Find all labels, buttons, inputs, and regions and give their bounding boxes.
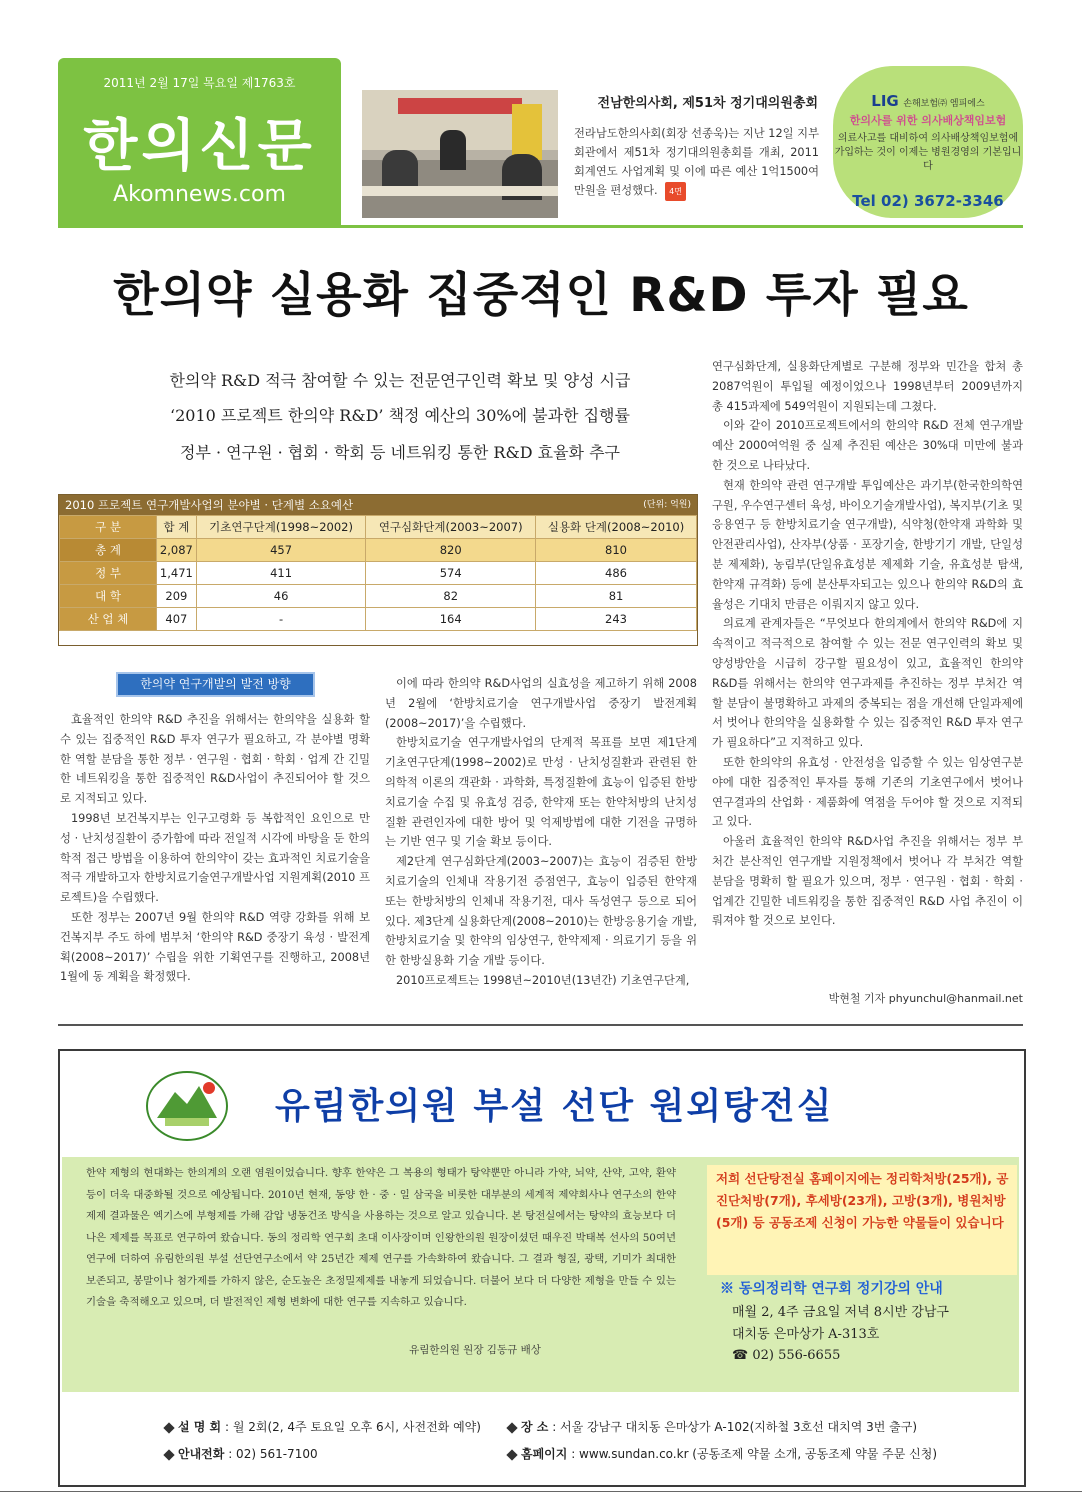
table-cell: 164	[366, 608, 536, 631]
subheadline-1: 한의약 R&D 적극 참여할 수 있는 전문연구인력 확보 및 양성 시급	[169, 371, 631, 390]
table-cell: 46	[196, 585, 366, 608]
ad-phone: Tel 02) 3672-3346	[852, 192, 1004, 210]
lecture-notice	[732, 1302, 1012, 1367]
paragraph: 또한 정부는 2007년 9월 한의약 R&D 역량 강화를 위해 보건복지부 주도 하에 범부처 ‘한의약 R&D 중장기 육성 · 발전계획(2008~2017)’ 수립을 위한 기획연구를 진행하고, 2008년 1월에 동 계획을 확정했다.	[60, 910, 370, 984]
info-label: 설 명 회	[178, 1420, 222, 1434]
paragraph: 현재 한의약 관련 연구개발 투입예산은 과기부(한국한의학연구원, 우수연구센터 육성, 바이오기술개발사업), 복지부(기초 및 응용연구 등 한방치료기술 연구개발), 식약청(한약재 과학화 및 안전관리사업), 산자부(상품 · 포장기술, 한방기기 개발, 단일성분 제제화), 농림부(단일유효성분 제제화 기술, 유효성분 탐색, 한약재 규격화) 등에 분산투자되고는 있으나 한의약 R&D의 효율성은 기대치 만큼은 이뤄지지 않고 있다.	[712, 478, 1023, 611]
ad-title: 유림한의원 부설 선단 원외탕전실	[275, 1086, 834, 1127]
bullet-icon	[163, 1422, 174, 1433]
notice-line: 대치동 은마상가 A-313호	[732, 1326, 880, 1342]
main-headline: 한의약 실용화 집중적인 R&D 투자 필요	[113, 268, 969, 323]
ad-divider	[58, 1024, 1023, 1026]
table-cell: 총 계	[60, 539, 157, 562]
paragraph: 의료계 관계자들은 “무엇보다 한의계에서 한의약 R&D에 지속적이고 적극적으로 참여할 수 있는 전문 연구인력의 확보 및 양성방안을 시급히 강구할 필요성이 있고, 효율적인 한의약 R&D를 위해서는 한의약 연구과제를 추진하는 정부 부처간 역할 분담이 불명확하고 과제의 중복되는 점을 개선해 단일과제에서 벗어나 한의약을 실용화할 수 있는 집중적인 R&D 투자 연구가 필요하다”고 지적하고 있다.	[712, 617, 1023, 750]
article-column-2	[385, 674, 697, 991]
newspaper-url[interactable]: Akomnews.com	[113, 182, 286, 207]
bullet-icon	[506, 1422, 517, 1433]
paragraph: 이에 따라 한의약 R&D사업의 실효성을 제고하기 위해 2008년 2월에 ‘한방치료기술 연구개발사업 중장기 발전계획(2008~2017)’을 수립했다.	[385, 677, 697, 730]
table-cell: 산 업 체	[60, 608, 157, 631]
ad-highlight-text: 저희 선단탕전실 홈페이지에는 정리학처방(25개), 공진단처방(7개), 후세방(23개), 고방(3개), 병원처방(5개) 등 공동조제 신청이 가능한 약물들이 있습니다	[716, 1171, 1009, 1230]
table-header: 기초연구단계(1998~2002)	[196, 516, 366, 539]
budget-table	[58, 494, 698, 646]
table-unit: (단위: 억원)	[643, 500, 691, 510]
paragraph: 또한 한의약의 유효성 · 안전성을 입증할 수 있는 임상연구분야에 대한 집중적인 투자를 통해 기존의 기초연구에서 벗어나 연구결과의 산업화 · 제품화에 역점을 두어야 할 것으로 지적되고 있다.	[712, 755, 1023, 829]
ad-logo-mark: LIG	[871, 92, 899, 110]
ad-logo	[833, 92, 1023, 110]
ad-logo-sub: 손해보험㈜ 엠피에스	[903, 99, 985, 109]
notice-line: 매월 2, 4주 금요일 저녁 8시반 강남구	[732, 1305, 949, 1320]
table-cell: 411	[196, 562, 366, 585]
article-column-1	[60, 710, 370, 987]
info-value: : 02) 561-7100	[228, 1447, 318, 1461]
notice-line: ☎ 02) 556-6655	[732, 1348, 841, 1363]
table-header-row	[60, 516, 697, 539]
info-homepage[interactable]	[508, 1445, 937, 1462]
info-label: 안내전화	[178, 1447, 225, 1461]
table-cell: 82	[366, 585, 536, 608]
ad-description: 의료사고를 대비하여 의사배상책임보험에 가입하는 것이 이제는 병원경영의 기본입니다	[834, 133, 1022, 172]
table-row	[60, 539, 697, 562]
byline: 박현철 기자 phyunchul@hanmail.net	[828, 992, 1023, 1005]
header-divider	[58, 225, 1023, 228]
table-row	[60, 562, 697, 585]
info-session	[165, 1418, 481, 1435]
table-cell: 2,087	[157, 539, 197, 562]
brief-text: 전라남도한의사회(회장 선종욱)는 지난 12일 지부회관에서 제51차 정기대의원총회를 개최, 2011회계연도 사업계획 및 이에 따른 예산 1억1500여만원을 편성했다.	[574, 127, 819, 197]
table-header: 실용화 단계(2008~2010)	[536, 516, 697, 539]
info-value: : 월 2회(2, 4주 토요일 오후 6시, 사전전화 예약)	[224, 1420, 481, 1434]
paragraph: 2010프로젝트는 1998년~2010년(13년간) 기초연구단계,	[396, 973, 690, 987]
info-value: : 서울 강남구 대치동 은마상가 A-102(지하철 3호선 대치역 3번 출구)	[552, 1420, 918, 1434]
table-cell: 820	[366, 539, 536, 562]
paragraph: 1998년 보건복지부는 인구고령화 등 복합적인 요인으로 만성 · 난치성질환이 증가함에 따라 전일적 시각에 바탕을 둔 한의학적 접근 방법을 이용하여 한의약이 갖는 효과적인 치료기술을 적극 개발하고자 한방치료기술연구개발사업 지원계획(2010 프로젝트)을 수립했다.	[60, 811, 370, 905]
issue-date: 2011년 2월 17일 목요일 제1763호	[103, 76, 296, 90]
bullet-icon	[506, 1449, 517, 1460]
table-cell: 대 학	[60, 585, 157, 608]
table-cell: 243	[536, 608, 697, 631]
ad-slogan: 한의사를 위한 의사배상책임보험	[849, 114, 1007, 127]
table-header: 합 계	[157, 516, 197, 539]
table-row	[60, 608, 697, 631]
info-place	[508, 1418, 917, 1435]
info-value[interactable]: : www.sundan.co.kr (공동조제 약물 소개, 공동조제 약물 주문 신청)	[571, 1447, 938, 1461]
info-label: 홈페이지	[521, 1447, 568, 1461]
subheadline-3: 정부 · 연구원 · 협회 · 학회 등 네트워킹 통한 R&D 효율화 추구	[180, 443, 620, 462]
article-column-3	[712, 357, 1023, 931]
page-bottom-rule	[0, 1491, 1082, 1492]
table-cell: 810	[536, 539, 697, 562]
ad-body-text: 한약 제형의 현대화는 한의계의 오랜 염원이었습니다. 향후 한약은 그 복용의 형태가 탕약뿐만 아니라 가약, 뇌약, 산약, 고약, 환약 등이 더욱 대중화될 것으로 예상됩니다. 2010년 현재, 동양 한 · 중 · 일 삼국을 비롯한 대부분의 세계적 제약회사나 연구소의 한약제제 결과물은 엑기스에 부형제를 가해 감압 냉동건조 방식을 사용하는 것으로 알고 있습니다. 본 탕전실에서는 탕약의 효능보다 더 나은 제제를 목표로 연구하여 왔습니다. 동의 정리학 연구회 초대 이사장이며 인왕한의원 원장이셨던 때우진 박태복 선사의 50여년 연구에 더하여 유림한의원 부설 선단연구소에서 약 25년간 제제 연구를 가속화하여 왔습니다. 그 결과 형질, 광택, 기미가 최대한 보존되고, 봉말이나 첨가제를 가하지 않은, 순도높은 초정밀제제를 내놓게 되었습니다. 더불어 보다 더 다양한 제형을 만들 수 있는 기술을 축적해오고 있으며, 더 발전적인 제형 변화에 대한 연구를 지속하고 있습니다.	[86, 1167, 676, 1308]
table-cell: 574	[366, 562, 536, 585]
paragraph: 제2단계 연구심화단계(2003~2007)는 효능이 검증된 한방치료기술의 인체내 작용기전 증점연구, 효능이 입증된 한약재 또는 한방처방의 인체내 작용기전, 대사 독성연구 등으로 되어 있다. 제3단계 실용화단계(2008~2010)는 한방응용기술 개발, 한방치료기술 및 한약의 임상연구, 한약제제 · 의료기기 등을 위한 한방실용화 기술 개발 등이다.	[385, 855, 697, 968]
table-cell: 1,471	[157, 562, 197, 585]
section-label: 한의약 연구개발의 발전 방향	[116, 672, 315, 697]
info-phone	[165, 1445, 318, 1462]
paragraph: 효율적인 한의약 R&D 추진을 위해서는 한의약을 실용화 할 수 있는 집중적인 R&D 투자 연구가 필요하고, 각 분야별 명확한 역할 분담을 통한 정부 · 연구원 · 협회 · 학회 · 업계 간 긴밀한 네트워킹을 통한 집중적인 R&D사업이 추진되어야 할 것으로 지적되고 있다.	[60, 713, 370, 806]
paragraph: 이와 같이 2010프로젝트에서의 한의약 R&D 전체 연구개발예산 2000여억원 중 실제 추진된 예산은 30%대 미만에 불과한 것으로 나타났다.	[712, 419, 1023, 472]
table-cell: 정 부	[60, 562, 157, 585]
newspaper-title: 한의신문	[83, 113, 316, 179]
info-label: 장 소	[521, 1420, 549, 1434]
meeting-photo	[362, 90, 558, 218]
clinic-logo-icon	[117, 1068, 257, 1144]
table-caption	[59, 495, 697, 515]
subheadline-2: ‘2010 프로젝트 한의약 R&D’ 책정 예산의 30%에 불과한 집행률	[170, 406, 630, 425]
insurance-ad[interactable]	[833, 66, 1023, 218]
table-row	[60, 585, 697, 608]
ad-signature: 유림한의원 원장 김동규 배상	[409, 1344, 541, 1356]
table-cell: 209	[157, 585, 197, 608]
masthead	[58, 58, 341, 225]
table-cell: 81	[536, 585, 697, 608]
paragraph: 아울러 효율적인 한의약 R&D사업 추진을 위해서는 정부 부처간 분산적인 연구개발 지원정책에서 벗어나 각 부처간 역할 분담을 명확히 할 필요가 있으며, 정부 · 연구원 · 협회 · 학회 · 업계간 긴밀한 네트워킹을 통한 집중적인 R&D 사업 추진이 이뤄져야 할 것으로 보인다.	[712, 835, 1023, 928]
table-cell: 457	[196, 539, 366, 562]
table-header: 구 분	[60, 516, 157, 539]
table-cell: 407	[157, 608, 197, 631]
brief-body	[574, 124, 819, 201]
table-cell: 486	[536, 562, 697, 585]
bullet-icon	[163, 1449, 174, 1460]
table-title: 2010 프로젝트 연구개발사업의 분야별 · 단계별 소요예산	[65, 498, 354, 512]
paragraph: 한방치료기술 연구개발사업의 단계적 목표를 보면 제1단계 기초연구단계(1998~2002)로 만성 · 난치성질환과 관련된 한의학적 이론의 객관화 · 과학화, 특정질환에 효능이 입증된 한방치료기술 수집 및 유효성 검증, 한약재 또는 한약처방의 난치성질환 관련인자에 대한 방어 및 억제방법에 대한 기전을 규명하는 기반 연구 및 기술 확보 등이다.	[385, 736, 697, 849]
page-tag[interactable]: 4면	[665, 182, 686, 201]
paragraph: 연구심화단계, 실용화단계별로 구분해 정부와 민간을 합쳐 총 2087억원이 투입될 예정이었으나 1998년부터 2009년까지 총 415과제에 549억원이 지원되는데 그쳤다.	[712, 360, 1023, 413]
table-cell: -	[196, 608, 366, 631]
table-header: 연구심화단계(2003~2007)	[366, 516, 536, 539]
brief-headline[interactable]: 전남한의사회, 제51차 정기대의원총회	[597, 96, 818, 111]
budget-data-table	[59, 515, 697, 631]
lecture-notice-title: ※ 동의정리학 연구회 정기강의 안내	[720, 1281, 943, 1297]
